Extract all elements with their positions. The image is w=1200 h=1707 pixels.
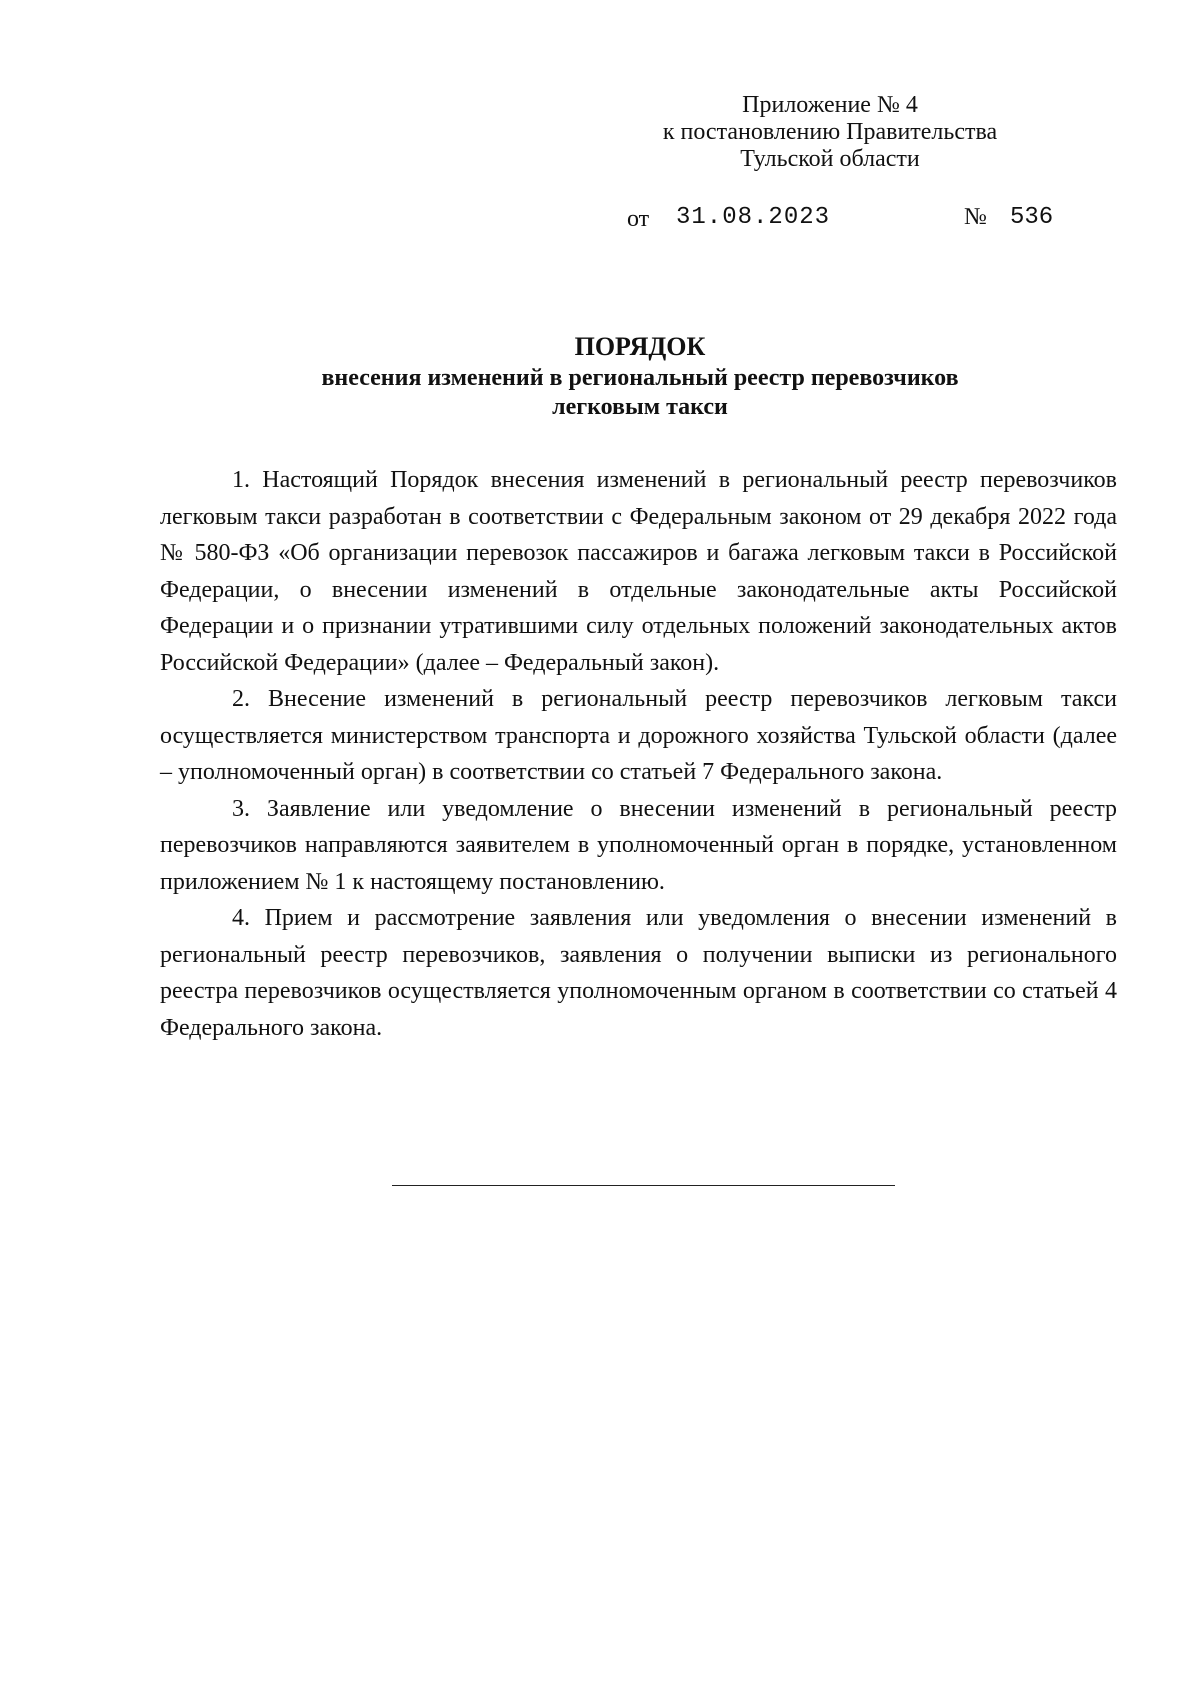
end-of-document-rule: [392, 1185, 895, 1186]
document-body: [160, 462, 1117, 1046]
appendix-region: Тульской области: [740, 146, 920, 172]
number-sign: №: [964, 204, 987, 230]
paragraph-3: 3. Заявление или уведомление о внесении изменений в региональный реестр перевозчиков направляются заявителем в уполномоченный орган в порядке, установленном приложением № 1 к настоящему постановлению.: [160, 795, 1117, 895]
date-prefix: от: [627, 206, 650, 232]
paragraph-4: 4. Прием и рассмотрение заявления или уведомления о внесении изменений в региональный реестр перевозчиков, заявления о получении выписки из регионального реестра перевозчиков осуществляется уполномоченным органом в соответствии со статьей 4 Федерального закона.: [160, 905, 1117, 1041]
document-subtitle-line-2: легковым такси: [552, 394, 728, 420]
appendix-header: [600, 92, 1060, 173]
document-title: ПОРЯДОК: [574, 332, 706, 361]
appendix-reference: к постановлению Правительства: [662, 119, 998, 145]
document-title-block: [160, 330, 1120, 422]
resolution-date: 31.08.2023: [676, 204, 831, 231]
resolution-date-number: [627, 204, 1057, 238]
document-subtitle-line-1: внесения изменений в региональный реестр перевозчиков: [321, 365, 959, 391]
paragraph-2: 2. Внесение изменений в региональный реестр перевозчиков легковым такси осуществляется министерством транспорта и дорожного хозяйства Тульской области (далее – уполномоченный орган) в соответствии со статьей 7 Федерального закона.: [160, 686, 1117, 785]
resolution-number: 536: [1010, 204, 1054, 231]
appendix-number: Приложение № 4: [742, 92, 918, 118]
paragraph-1: 1. Настоящий Порядок внесения изменений в региональный реестр перевозчиков легковым такси разработан в соответствии с Федеральным законом от 29 декабря 2022 года № 580-ФЗ «Об организации перевозок пассажиров и багажа легковым такси в Российской Федерации, о внесении изменений в отдельные законодательные акты Российской Федерации и о признании утратившими силу отдельных положений законодательных актов Российской Федерации» (далее – Федеральный закон).: [160, 467, 1117, 676]
